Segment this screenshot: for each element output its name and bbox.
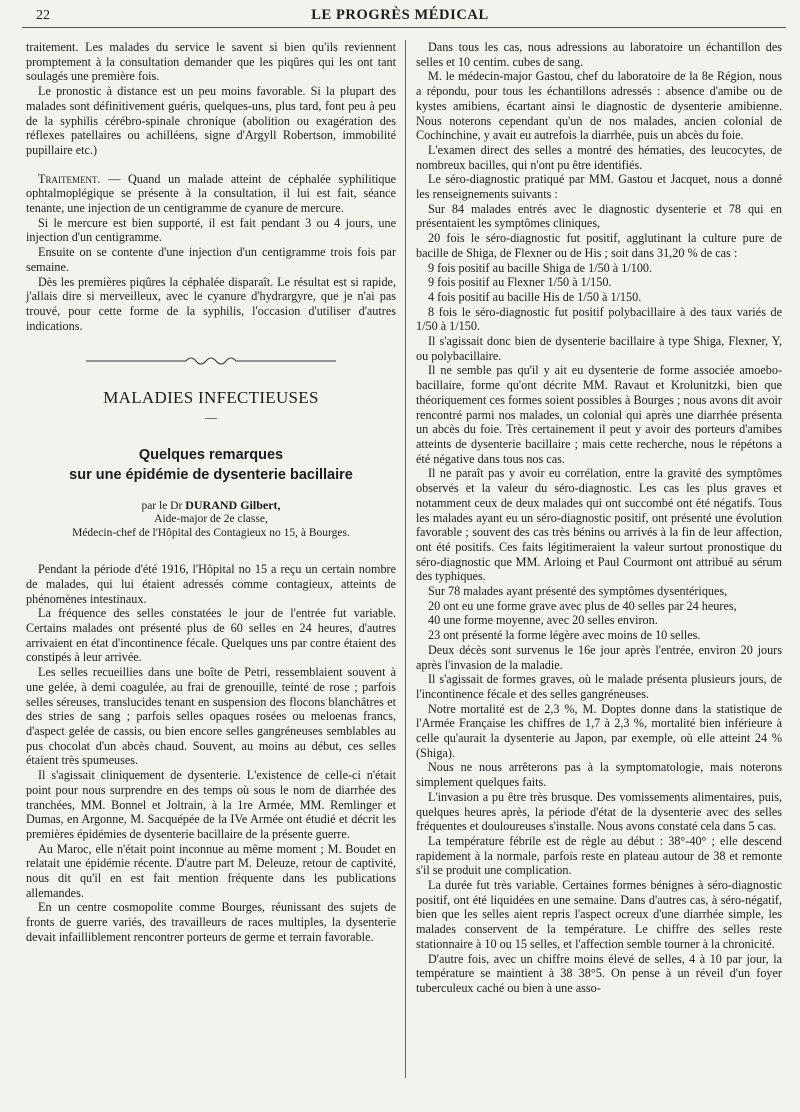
article-title-line-1: Quelques remarques (138, 446, 284, 463)
paragraph: 40 une forme moyenne, avec 20 selles environ. (428, 613, 658, 628)
paragraph: M. le médecin-major Gastou, chef du laboratoire de la 8e Région, nous a répondu, pour tous les échantillons adressés : absence d'amibe ou de kystes amibiens, écartant ainsi le diagnostic de dysenterie amibienne. Nous noterons cependant qu'un de nos malades, ancien colonial de Cochinchine, y avait eu autrefois la diarrhée, puis un abcès du foie. (416, 69, 782, 143)
paragraph: Dans tous les cas, nous adressions au laboratoire un échantillon des selles et 10 centim. cubes de sang. (416, 40, 782, 69)
paragraph: Il ne semble pas qu'il y ait eu dysenterie de forme associée amoebo-bacillaire, forme qu'ont décrite MM. Ravaut et Krolunitzki, bien que théoriquement ces formes soient possibles à Bourges ; nous avons dit avoir rencontré parmi nos malades, un colonial qui après une diarrhée présenta un abcès du foie. Très certainement il peut y avoir des porteurs d'amibes atteints de dysenterie bacillaire ; mais cette recherche, nous le répétons a été négative dans tous nos cas. (416, 363, 782, 466)
running-title: LE PROGRÈS MÉDICAL (311, 7, 489, 23)
author-name: DURAND Gilbert, (185, 497, 281, 512)
paragraph: Sur 84 malades entrés avec le diagnostic dysenterie et 78 qui en présentaient les symptômes cliniques, (416, 201, 782, 231)
paragraph: 9 fois positif au Flexner 1/50 à 1/150. (428, 275, 612, 290)
paragraph: Il s'agissait donc bien de dysenterie bacillaire à type Shiga, Flexner, Y, ou polybacillaire. (416, 334, 782, 363)
paragraph: Deux décès sont survenus le 16e jour après l'entrée, environ 20 jours après l'invasion de la maladie. (416, 642, 782, 672)
paragraph: Ensuite on se contente d'une injection d'un centigramme trois fois par semaine. (26, 245, 396, 274)
paragraph: 20 fois le séro-diagnostic fut positif, agglutinant la culture pure de bacille de Shiga, de Flexner ou de His ; soit dans 31,20 % de cas : (416, 231, 782, 260)
page-number: 22 (36, 8, 50, 23)
left-column (26, 40, 396, 945)
paragraph: L'examen direct des selles a montré des hématies, des leucocytes, de nombreux bacilles, qui n'ont pu être identifiés. (416, 142, 782, 172)
run-in-heading: Traitement. (38, 171, 101, 186)
page-header (22, 6, 778, 28)
paragraph: Les selles recueillies dans une boîte de Petri, ressemblaient souvent à une gelée, à demi coagulée, au frai de grenouille, teinté de rose ; parfois selles séreuses, translucides tenant en suspension des flocons blanchâtres et des stries de sang ; parfois selles opaques rosées ou meloenas francs, d'aspect gelée de cassis, ou bien encore selles gangréneuses semblables au pus chocolat d'un abcès chaud. Souvent, au moins au début, ces selles étaient très spumeuses. (26, 665, 396, 768)
column-divider (405, 40, 406, 1078)
paragraph: Dès les premières piqûres la céphalée disparaît. Le résultat est si rapide, j'allais dire si merveilleux, avec le cyanure d'hydrargyre, que je n'ai pas trouvé, pour cette forme de la syphilis, l'occasion d'utiliser d'autres indications. (26, 274, 396, 333)
paragraph: Le séro-diagnostic pratiqué par MM. Gastou et Jacquet, nous a donné les renseignements suivants : (416, 172, 782, 202)
paragraph: En un centre cosmopolite comme Bourges, réunissant des sujets de fronts de guerre variés, des travailleurs de races multiples, la dysenterie devait infailliblement rencontrer porteurs de germe et terrain favorable. (26, 900, 396, 944)
header-rule (22, 27, 786, 28)
section-title: MALADIES INFECTIEUSES (103, 388, 319, 408)
paragraph: Si le mercure est bien supporté, il est fait pendant 3 ou 4 jours, une injection d'un centigramme. (26, 215, 396, 245)
paragraph: Il ne paraît pas y avoir eu corrélation, entre la gravité des symptômes observés et la valeur du séro-diagnostic. Les cas les plus graves et notamment ceux de deux malades qui ont succombé ont été négatifs. Tous les malades ayant eu un séro-diagnostic positif, ont présenté une évolution favorable ; souvent des cas très bénins ou arrivés à la fin de leur affection, ont été positifs. Ces faits légitimeraient la valeur surtout pronostique du séro-diagnostic que MM. Arloing et Paul Courmont ont attribué au sérum des typhiques. (416, 466, 782, 584)
byline (26, 499, 396, 514)
byline-prefix: par le Dr (141, 499, 186, 512)
paragraph: 4 fois positif au bacille His de 1/50 à 1/150. (428, 289, 642, 304)
right-column (416, 40, 782, 996)
paragraph: traitement. Les malades du service le savent si bien qu'ils reviennent promptement à la consultation demander que les piqûres qui les ont tant soulagés une première fois. (26, 40, 396, 84)
paragraph: Nous ne nous arrêterons pas à la symptomatologie, mais noterons simplement quelques faits. (416, 760, 782, 790)
paragraph: D'autre fois, avec un chiffre moins élevé de selles, 4 à 10 par jour, la température se maintient à 38 38°5. On pense à un réveil d'un foyer tuberculeux caché ou bien à une asso- (416, 951, 782, 995)
paragraph-traitement (26, 172, 396, 216)
paragraph: 20 ont eu une forme grave avec plus de 40 selles par 24 heures, (428, 598, 737, 613)
article-title-line-2: sur une épidémie de dysenterie bacillaire (69, 466, 353, 483)
paragraph: L'invasion a pu être très brusque. Des vomissements alimentaires, puis, quelques heures après, la période d'état de la dysenterie avec des selles fréquentes et douloureuses s'installe. Nous avons constaté cela dans 5 cas. (416, 789, 782, 834)
paragraph: 9 fois positif au bacille Shiga de 1/50 à 1/100. (428, 260, 653, 275)
paragraph: Il s'agissait cliniquement de dysenterie. L'existence de celle-ci n'était point pour nous surprendre en des temps où sous le nom de diarrhée des tranchées, MM. Bonnel et Joltrain, à la 1re Armée, MM. Remlinger et Dumas, en Argonne, M. Sacquépée de la IVe Armée ont étudié et décrit les premières épidémies de dysenterie bacillaire de la présente guerre. (26, 768, 396, 841)
paragraph: Au Maroc, elle n'était point inconnue au même moment ; M. Boudet en relatait une épidémie récente. D'autre part M. Deleuze, retour de captivité, nous dit qu'il en est fait mention fréquente dans les publications allemandes. (26, 841, 396, 900)
paragraph: Le pronostic à distance est un peu moins favorable. Si la plupart des malades sont définitivement guéris, quelques-uns, plus tard, font peu à peu de la syphilis cérébro-spinale chronique (abolition ou exagération des réflexes patellaires ou achilléens, signe d'Argyll Robertson, immobilité pupillaire etc.) (26, 84, 396, 157)
author-affiliation: Médecin-chef de l'Hôpital des Contagieux no 15, à Bourges. (72, 526, 350, 539)
paragraph: Notre mortalité est de 2,3 %, M. Doptes donne dans la statistique de l'Armée Française les chiffres de 1,7 à 2,3 %, mortalité bien inférieure à celle qu'aurait la dysenterie au Japon, par exemple, où elle atteint 24 % (Shiga). (416, 701, 782, 760)
paragraph: 8 fois le séro-diagnostic fut positif polybacillaire à des taux variés de 1/50 à 1/150. (416, 304, 782, 334)
author-rank: Aide-major de 2e classe, (154, 513, 268, 526)
paragraph: La température fébrile est de règle au début : 38°-40° ; elle descend rapidement à la normale, parfois reste en plateau autour de 38 et remonte s'il se produit une complication. (416, 833, 782, 878)
paragraph: 23 ont présenté la forme légère avec moins de 10 selles. (428, 628, 701, 643)
title-dash: — (205, 410, 217, 425)
paragraph: La durée fut très variable. Certaines formes bénignes à séro-diagnostic positif, ont été liquidées en une semaine. Dans d'autres cas, à séro-négatif, bien que les selles aient repris l'aspect ocreux d'une diarrhée simple, les malades conservent de la température. Le chiffre des selles reste stationnaire à 10 ou 15 selles, et l'affection semble tourner à la chronicité. (416, 878, 782, 951)
section-ornament (26, 353, 396, 369)
paragraph: La fréquence des selles constatées le jour de l'entrée fut variable. Certains malades ont présenté plus de 60 selles en 24 heures, d'autres arrivaient en état d'incontinence fécale. Quelques uns par contre étaient des constipés à leur arrivée. (26, 606, 396, 665)
paragraph: Sur 78 malades ayant présenté des symptômes dysentériques, (428, 584, 728, 599)
paragraph: Pendant la période d'été 1916, l'Hôpital no 15 a reçu un certain nombre de malades, qui lui étaient adressés comme contagieux, atteints de phénomènes intestinaux. (26, 562, 396, 606)
paragraph-text: — Quand un malade atteint de céphalée syphilitique ophtalmoplégique se présente à la consultation, il lui est fait, séance tenante, une injection de un centigramme de cyanure de mercure. (26, 171, 396, 216)
paragraph: Il s'agissait de formes graves, où le malade présenta plusieurs jours, de l'incontinence fécale et des selles gangréneuses. (416, 672, 782, 701)
